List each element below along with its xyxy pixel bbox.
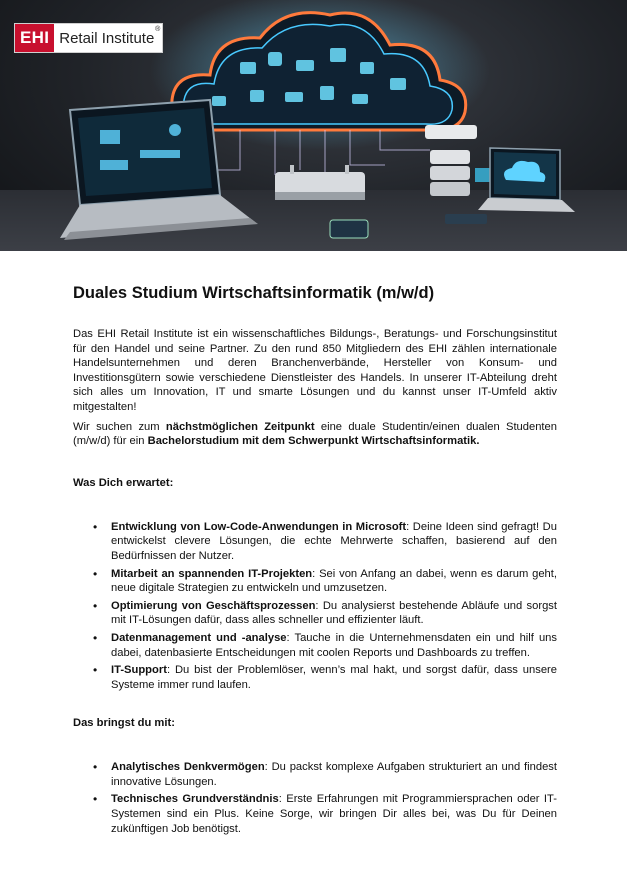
search-text-1: Wir suchen zum (73, 420, 166, 433)
item-text: : Tauche in die Unternehmensdaten ein und hilf uns dabei, datenbasierte Entscheidungen mit coolen Reports und Dashboards zu treffen. (111, 631, 557, 659)
item-text: : Sei von Anfang an dabei, wenn es darum geht, neue digitale Strategien zu entwickeln und umzusetzen. (111, 567, 557, 595)
item-bold: Optimierung von Geschäftsprozessen (111, 599, 316, 612)
registered-mark: ® (155, 26, 161, 33)
item-text: : Du bist der Problemlöser, wenn’s mal hakt, und sorgst dafür, dass unsere Systeme immer rund laufen. (111, 664, 557, 691)
search-text-2: eine duale Studentin/einen dualen Studenten (m/w/d) für ein (73, 420, 557, 448)
logo-retail-institute (54, 24, 162, 52)
item-bold: Technisches Grundverständnis (111, 793, 279, 806)
item-text: : Erste Erfahrungen mit Programmiersprachen oder IT-Systemen sind ein Plus. Keine Sorge, wir bringen Dir alles bei, was Du für Deinen zukünftigen Job benötigst. (111, 793, 557, 835)
laptop-icon-right (478, 148, 575, 212)
list-item (73, 599, 557, 628)
list-item (73, 663, 557, 692)
search-bold-2: Bachelorstudium mit dem Schwerpunkt Wirtschaftsinformatik. (147, 435, 480, 448)
item-bold: IT-Support (111, 664, 167, 677)
intro-paragraph: Das EHI Retail Institute ist ein wissenschaftliches Bildungs-, Beratungs- und Forschungsinstitut für den Handel und seine Partner. Zu den rund 850 Mitgliedern des EHI zählen internationale Handelsunternehmen und deren Branchenverbände, Hersteller von Konsum- und Investitionsgütern sowie verschiedene Dienstleister des Handels. In unserer IT-Abteilung dreht sich alles um Innovation, IT und smarte Lösungen und du kannst unser IT-Umfeld aktiv mitgestalten! (73, 328, 557, 413)
item-bold: Analytisches Denkvermögen (111, 761, 265, 774)
logo-text: Retail Institute (59, 29, 155, 47)
list-item (73, 631, 557, 660)
logo-ehi: EHI (15, 24, 54, 52)
item-bold: Datenmanagement und -analyse (111, 631, 287, 644)
server-icon (430, 150, 497, 196)
search-bold-1: nächstmöglichen Zeitpunkt (165, 420, 315, 433)
job-description (73, 284, 557, 839)
list-item (73, 792, 557, 836)
section-heading-tasks: Was Dich erwartet: (73, 476, 174, 489)
item-text: : Deine Ideen sind gefragt! Du entwickelst clevere Lösungen, die echte Mehrwerte schaffen, basierend auf den Bedürfnissen der Nutzer. (111, 520, 557, 562)
page-title: Duales Studium Wirtschaftsinformatik (m/w/d) (73, 284, 435, 302)
item-bold: Entwicklung von Low-Code-Anwendungen in Microsoft (111, 520, 407, 533)
item-text: : Du analysierst bestehende Abläufe und sorgst mit IT-Lösungen dafür, dass alles schneller und effizienter läuft. (111, 599, 558, 627)
requirements-list (73, 760, 557, 836)
item-bold: Mitarbeit an spannenden IT-Projekten (111, 567, 313, 580)
router-icon (275, 165, 365, 200)
hero-image (0, 0, 627, 251)
item-text: : Du packst komplexe Aufgaben strukturiert an und findest innovative Lösungen. (111, 761, 557, 788)
search-paragraph (73, 420, 557, 449)
list-item (73, 760, 557, 789)
tasks-list (73, 520, 557, 693)
ehi-logo (15, 24, 162, 52)
list-item (73, 520, 557, 564)
section-heading-requirements: Das bringst du mit: (73, 717, 175, 730)
list-item (73, 567, 557, 596)
